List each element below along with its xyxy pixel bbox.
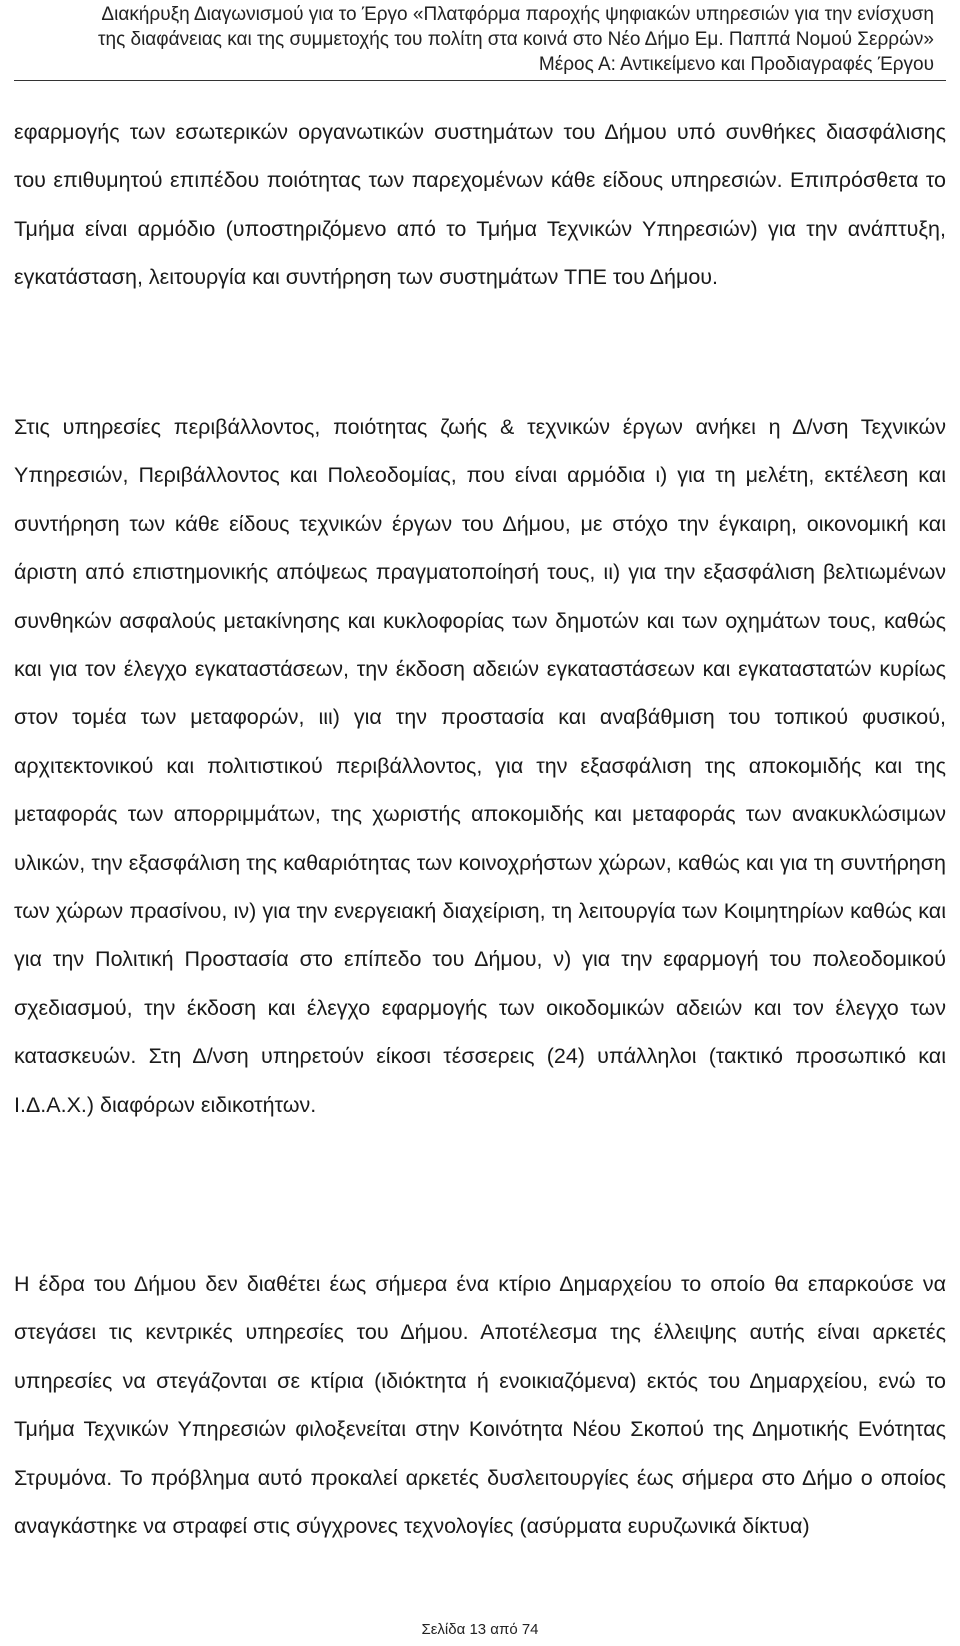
page-header	[14, 0, 934, 77]
body-paragraph: Στις υπηρεσίες περιβάλλοντος, ποιότητας ζωής & τεχνικών έργων ανήκει η Δ/νση Τεχνικών Υπηρεσιών, Περιβάλλοντος και Πολεοδομίας, που είναι αρμόδια ι) για τη μελέτη, εκτέλεση και συντήρηση των κάθε είδους τεχνικών έργων του Δήμου, με στόχο την έγκαιρη, οικονομική και άριστη από επιστημονικής απόψεως πραγματοποίησή τους, ιι) για την εξασφάλιση βελτιωμένων συνθηκών ασφαλούς μετακίνησης και κυκλοφορίας των δημοτών και των οχημάτων τους, καθώς και για τον έλεγχο εγκαταστάσεων, την έκδοση αδειών εγκαταστάσεων και εγκαταστατών κυρίως στον τομέα των μεταφορών, ιιι) για την προστασία και αναβάθμιση του τοπικού φυσικού, αρχιτεκτονικού και πολιτιστικού περιβάλλοντος, για την εξασφάλιση της αποκομιδής και της μεταφοράς των απορριμμάτων, της χωριστής αποκομιδής και μεταφοράς των ανακυκλώσιμων υλικών, την εξασφάλιση της καθαριότητας των κοινοχρήστων χώρων, καθώς και για τη συντήρηση των χώρων πρασίνου, ιν) για την ενεργειακή διαχείριση, τη λειτουργία των Κοιμητηρίων καθώς και για την Πολιτική Προστασία στο επίπεδο του Δήμου, ν) για την εφαρμογή του πολεοδομικού σχεδιασμού, την έκδοση και έλεγχο εφαρμογής των οικοδομικών αδειών και τον έλεγχο των κατασκευών. Στη Δ/νση υπηρετούν είκοσι τέσσερεις (24) υπάλληλοι (τακτικό προσωπικό και Ι.Δ.Α.Χ.) διαφόρων ειδικοτήτων.	[14, 415, 946, 1117]
header-section-line: Μέρος Α: Αντικείμενο και Προδιαγραφές Έργου	[538, 54, 934, 75]
header-title-line-1: Διακήρυξη Διαγωνισμού για το Έργο «Πλατφόρμα παροχής ψηφιακών υπηρεσιών για την ενίσχυση	[101, 4, 934, 25]
header-divider	[14, 80, 946, 81]
page-number: Σελίδα 13 από 74	[421, 1621, 539, 1638]
page-footer	[0, 1620, 960, 1640]
body-paragraph: εφαρμογής των εσωτερικών οργανωτικών συστημάτων του Δήμου υπό συνθήκες διασφάλισης του επιθυμητού επιπέδου ποιότητας των παρεχομένων κάθε είδους υπηρεσιών. Επιπρόσθετα το Τμήμα είναι αρμόδιο (υποστηριζόμενο από το Τμήμα Τεχνικών Υπηρεσιών) για την ανάπτυξη, εγκατάσταση, λειτουργία και συντήρηση των συστημάτων ΤΠΕ του Δήμου.	[14, 120, 946, 290]
header-title-line-2: της διαφάνειας και της συμμετοχής του πολίτη στα κοινά στο Νέο Δήμο Εμ. Παππά Νομού Σερρών»	[98, 29, 934, 50]
body-paragraph: Η έδρα του Δήμου δεν διαθέτει έως σήμερα ένα κτίριο Δημαρχείου το οποίο θα επαρκούσε να στεγάσει τις κεντρικές υπηρεσίες του Δήμου. Αποτέλεσμα της έλλειψης αυτής είναι αρκετές υπηρεσίες να στεγάζονται σε κτίρια (ιδιόκτητα ή ενοικιαζόμενα) εκτός του Δημαρχείου, ενώ το Τμήμα Τεχνικών Υπηρεσιών φιλοξενείται στην Κοινότητα Νέου Σκοπού της Δημοτικής Ενότητας Στρυμόνα. Το πρόβλημα αυτό προκαλεί αρκετές δυσλειτουργίες έως σήμερα στο Δήμο ο οποίος αναγκάστηκε να στραφεί στις σύγχρονες τεχνολογίες (ασύρματα ευρυζωνικά δίκτυα)	[14, 1272, 946, 1539]
